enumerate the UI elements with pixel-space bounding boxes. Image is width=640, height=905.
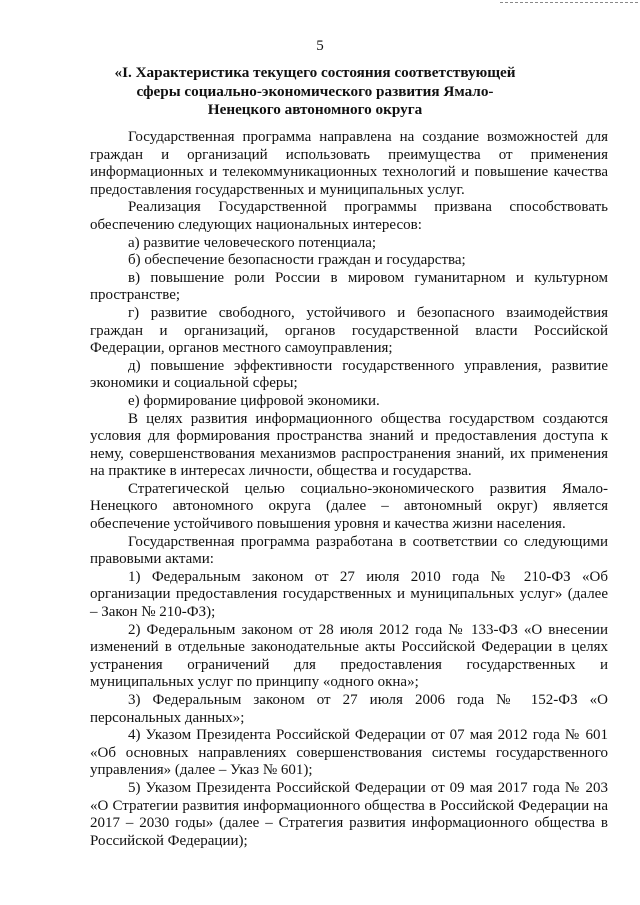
paragraph-strategic-goal: Стратегической целью социально-экономического развития Ямало-Ненецкого автономного округа (далее – автономный округ) является обеспечение устойчивого повышения уровня и качества жизни населения. — [90, 480, 608, 533]
legal-act-2: 2) Федеральным законом от 28 июля 2012 года № 133-ФЗ «О внесении изменений в отдельные законодательные акты Российской Федерации в целях устранения ограничений для предоставления государственных и муниципальных услуг по принципу «одного окна»; — [90, 621, 608, 691]
section-heading: «I. Характеристика текущего состояния соответствующей сферы социально-экономического развития Ямало-Ненецкого автономного округа — [114, 64, 516, 118]
list-item-g: г) развитие свободного, устойчивого и безопасного взаимодействия граждан и организаций, органов государственной власти Российской Федерации, органов местного самоуправления; — [90, 304, 608, 357]
paragraph-intro: Государственная программа направлена на создание возможностей для граждан и организаций использовать преимущества от применения информационных и телекоммуникационных технологий и повышение качества предоставления государственных и муниципальных услуг. — [90, 129, 608, 198]
paragraph-legal-acts-lead: Государственная программа разработана в соответствии со следующими правовыми актами: — [90, 533, 608, 568]
paragraph-interests-lead: Реализация Государственной программы призвана способствовать обеспечению следующих национальных интересов: — [90, 199, 608, 233]
legal-act-5: 5) Указом Президента Российской Федерации от 09 мая 2017 года № 203 «О Стратегии развития информационного общества в Российской Федерации на 2017 – 2030 годы» (далее – Стратегия развития информационного общества в Российской Федерации); — [90, 779, 608, 849]
top-edge-mark — [500, 2, 638, 3]
list-item-d: д) повышение эффективности государственного управления, развитие экономики и социальной сферы; — [90, 357, 608, 392]
legal-act-1: 1) Федеральным законом от 27 июля 2010 года № 210-ФЗ «Об организации предоставления государственных и муниципальных услуг» (далее – Закон № 210-ФЗ); — [90, 568, 608, 621]
list-item-e: е) формирование цифровой экономики. — [128, 392, 380, 409]
legal-act-3: 3) Федеральным законом от 27 июля 2006 года № 152-ФЗ «О персональных данных»; — [90, 692, 608, 726]
paragraph-information-society: В целях развития информационного общества государством создаются условия для формирования пространства знаний и предоставления доступа к нему, совершенствования механизмов распространения знаний, их применения на практике в интересах личности, общества и государства. — [90, 410, 608, 480]
list-item-a: а) развитие человеческого потенциала; — [128, 234, 377, 251]
legal-act-4: 4) Указом Президента Российской Федерации от 07 мая 2012 года № 601 «Об основных направлениях совершенствования системы государственного управления» (далее – Указ № 601); — [90, 727, 608, 779]
list-item-v: в) повышение роли России в мировом гуманитарном и культурном пространстве; — [90, 269, 608, 304]
page-number: 5 — [316, 38, 324, 54]
list-item-b: б) обеспечение безопасности граждан и государства; — [128, 252, 466, 269]
document-body — [90, 129, 608, 850]
